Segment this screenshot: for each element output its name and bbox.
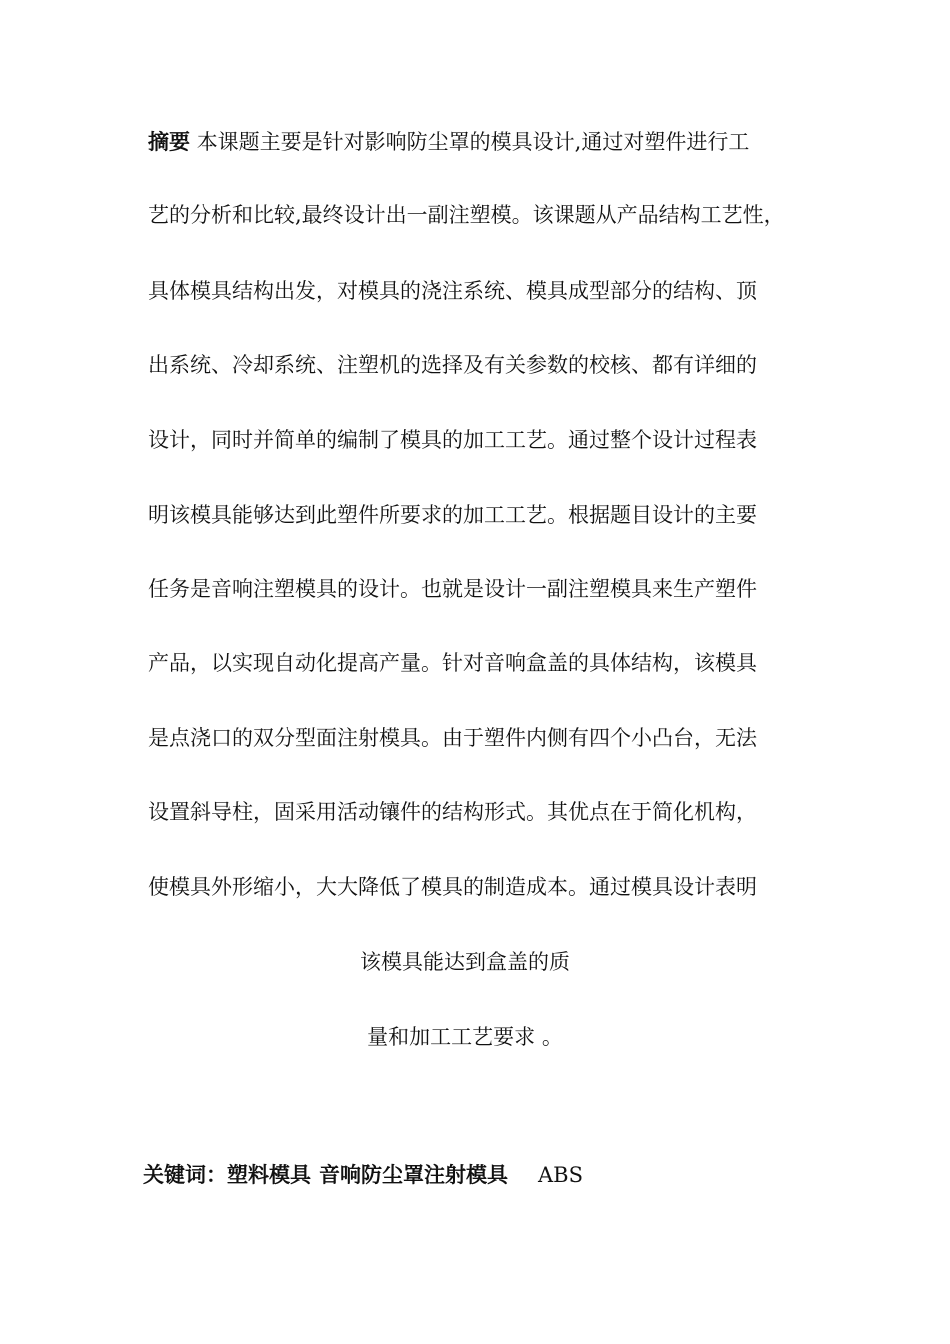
keywords-line bbox=[143, 1160, 583, 1190]
abstract-line-3: 具体模具结构出发，对模具的浇注系统、模具成型部分的结构、顶 bbox=[148, 279, 757, 303]
keyword: 塑料模具 bbox=[227, 1162, 311, 1187]
abstract-line-4: 出系统、冷却系统、注塑机的选择及有关参数的校核、都有详细的 bbox=[148, 353, 757, 377]
abstract-line-12: 该模具能达到盒盖的质 bbox=[360, 950, 570, 974]
keyword: ABS bbox=[538, 1163, 583, 1187]
keyword: 音响防尘罩注射模具 bbox=[319, 1162, 508, 1187]
keywords-label: 关键词： bbox=[143, 1162, 227, 1187]
abstract-line-5: 设计，同时并简单的编制了模具的加工工艺。通过整个设计过程表 bbox=[148, 428, 757, 452]
abstract-label: 摘要 bbox=[148, 129, 190, 154]
abstract-line-2: 艺的分析和比较,最终设计出一副注塑模。该课题从产品结构工艺性， bbox=[148, 203, 785, 227]
abstract-line-11: 使模具外形缩小，大大降低了模具的制造成本。通过模具设计表明 bbox=[148, 875, 757, 899]
abstract-line-8: 产品，以实现自动化提高产量。针对音响盒盖的具体结构，该模具 bbox=[148, 651, 757, 675]
abstract-line-13: 量和加工工艺要求 。 bbox=[367, 1025, 563, 1049]
abstract-line-6: 明该模具能够达到此塑件所要求的加工工艺。根据题目设计的主要 bbox=[148, 503, 757, 527]
abstract-line-9: 是点浇口的双分型面注射模具。由于塑件内侧有四个小凸台，无法 bbox=[148, 726, 757, 750]
abstract-line-1 bbox=[148, 127, 828, 157]
abstract-line-10: 设置斜导柱，固采用活动镶件的结构形式。其优点在于简化机构， bbox=[148, 800, 757, 824]
abstract-line-7: 任务是音响注塑模具的设计。也就是设计一副注塑模具来生产塑件 bbox=[148, 577, 757, 601]
abstract-text-line: 本课题主要是针对影响防尘罩的模具设计,通过对塑件进行工 bbox=[196, 130, 750, 154]
